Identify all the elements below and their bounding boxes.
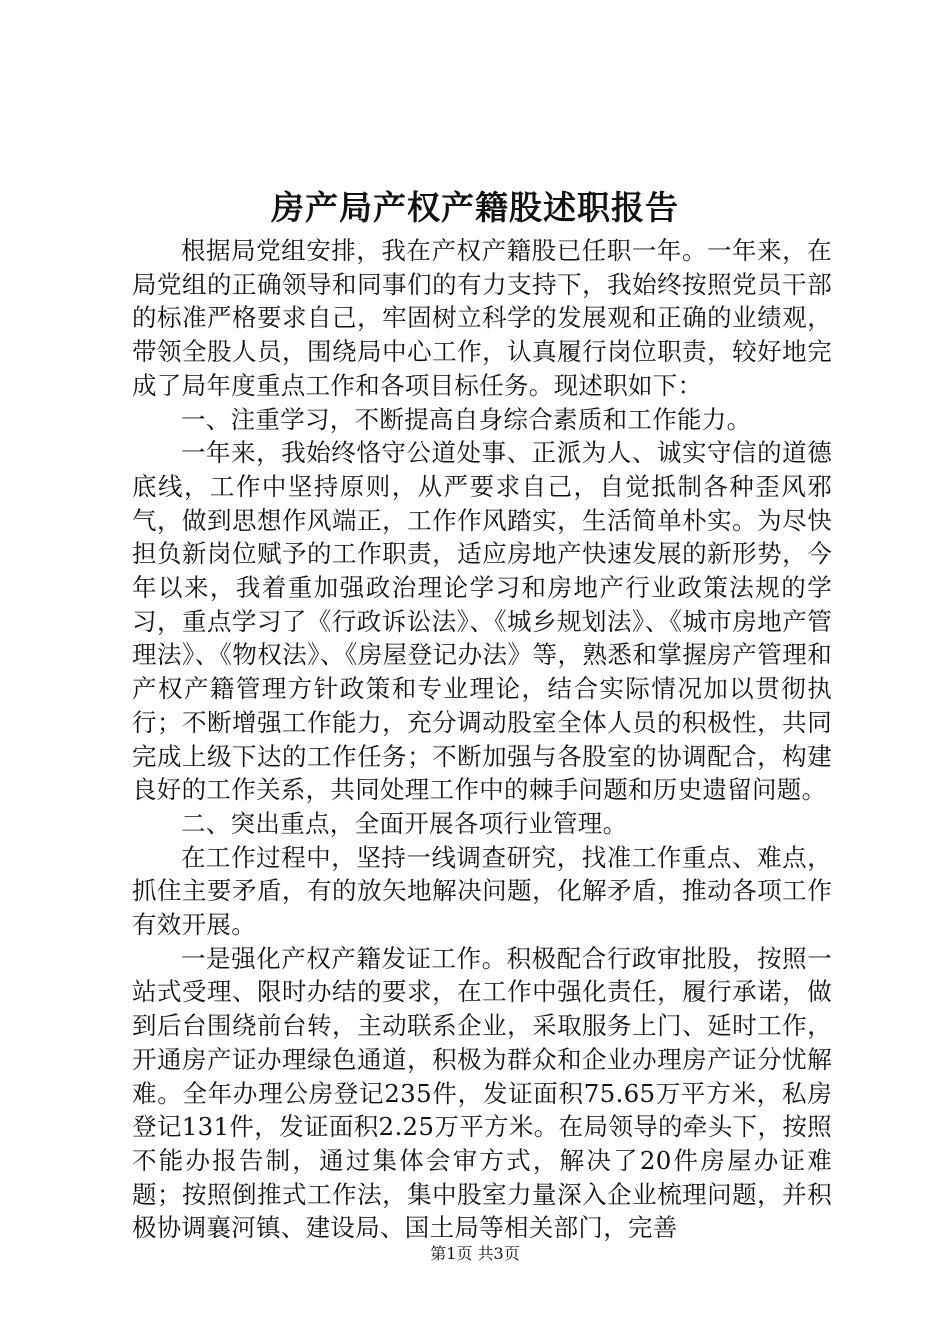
paragraph-work-process: 在工作过程中，坚持一线调查研究，找准工作重点、难点，抓住主要矛盾，有的放矢地解决问题，化解矛盾，推动各项工作有效开展。 — [132, 842, 832, 940]
section-heading-1: 一、注重学习，不断提高自身综合素质和工作能力。 — [181, 404, 752, 434]
paragraph-study: 一年来，我始终恪守公道处事、正派为人、诚实守信的道德底线，工作中坚持原则，从严要求自己，自觉抵制各种歪风邪气，做到思想作风端正，工作作风踏实，生活简单朴实。为尽快担负新岗位赋予的工作职责，适应房地产快速发展的新形势，今年以来，我着重加强政治理论学习和房地产行业政策法规的学习，重点学习了《行政诉讼法》、《城乡规划法》、《城市房地产管理法》、《物权法》、《房屋登记办法》等，熟悉和掌握房产管理和产权产籍管理方针政策和专业理论，结合实际情况加以贯彻执行；不断增强工作能力，充分调动股室全体人员的积极性，共同完成上级下达的工作任务；不断加强与各股室的协调配合，构建良好的工作关系，共同处理工作中的棘手问题和历史遗留问题。 — [132, 438, 832, 805]
paragraph-certificate-work: 一是强化产权产籍发证工作。积极配合行政审批股，按照一站式受理、限时办结的要求，在工作中强化责任，履行承诺，做到后台围绕前台转，主动联系企业，采取服务上门、延时工作，开通房产证办理绿色通道，积极为群众和企业办理房产证分忧解难。全年办理公房登记235件，发证面积75.65万平方米，私房登记131件，发证面积2.25万平方米。在局领导的牵头下，按照不能办报告制，通过集体会审方式，解决了20件房屋办证难题；按照倒推式工作法，集中股室力量深入企业梳理问题，并积极协调襄河镇、建设局、国土局等相关部门，完善 — [132, 943, 832, 1243]
section-heading-2: 二、突出重点，全面开展各项行业管理。 — [181, 808, 628, 838]
document-title: 房产局产权产籍股述职报告 — [271, 188, 679, 227]
paragraph-intro: 根据局党组安排，我在产权产籍股已任职一年。一年来，在局党组的正确领导和同事们的有力支持下，我始终按照党员干部的标准严格要求自己，牢固树立科学的发展观和正确的业绩观，带领全股人员，围绕局中心工作，认真履行岗位职责，较好地完成了局年度重点工作和各项目标任务。现述职如下： — [132, 236, 832, 400]
document-body — [132, 234, 832, 1245]
page-footer: 第1页 共3页 — [430, 1244, 520, 1263]
